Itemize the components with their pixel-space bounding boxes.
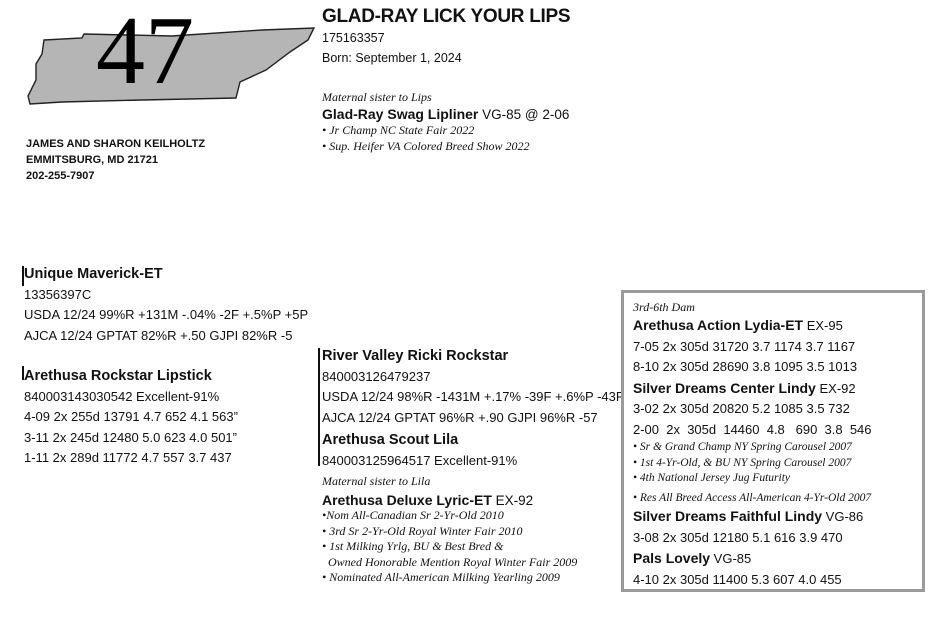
fourth-dam-award: • 1st 4-Yr-Old, & BU NY Spring Carousel 2007 <box>633 456 852 469</box>
granddam-maternal-sister-classification: EX-92 <box>491 493 534 508</box>
dam-record: 1-11 2x 289d 11772 4.7 557 3.7 437 <box>24 450 232 465</box>
third-dam-record: 7-05 2x 305d 31720 3.7 1174 3.7 1167 <box>633 338 856 354</box>
maternal-sister-classification: VG-85 @ 2-06 <box>478 107 570 122</box>
granddam-name: Arethusa Scout Lila <box>322 432 459 448</box>
fourth-dam-name: Silver Dreams Center Lindy <box>633 379 816 396</box>
maternal-sister-note: Maternal sister to Lips <box>322 90 432 104</box>
granddam-maternal-sister-name: Arethusa Deluxe Lyric-ET <box>322 492 492 508</box>
granddam-maternal-sister-award: Owned Honorable Mention Royal Winter Fair 2009 <box>322 554 578 569</box>
fourth-dam-record: 2-00 2x 305d 14460 4.8 690 3.8 546 <box>633 421 872 437</box>
animal-name: GLAD-RAY LICK YOUR LIPS <box>322 6 571 27</box>
maternal-grandsire-block <box>322 346 625 428</box>
dam-line-header: 3rd-6th Dam <box>633 300 695 314</box>
fourth-dam-award: • 4th National Jersey Jug Futurity <box>633 472 791 484</box>
fourth-dam-award: • Res All Breed Access All-American 4-Yr-Old 2007 <box>633 491 872 504</box>
consignor-city: EMMITSBURG, MD 21721 <box>26 154 159 166</box>
sire-name: Unique Maverick-ET <box>24 266 163 282</box>
fifth-dam-classification: VG-86 <box>822 509 864 524</box>
granddam-registration: 840003125964517 Excellent-91% <box>322 452 518 468</box>
third-dam-name: Arethusa Action Lydia-ET <box>633 317 804 333</box>
maternal-grandsire-bracket <box>318 348 320 466</box>
maternal-grandsire-name: River Valley Ricki Rockstar <box>322 348 509 364</box>
maternal-sister-name: Glad-Ray Swag Lipliner <box>322 106 479 122</box>
third-dam-record: 8-10 2x 305d 28690 3.8 1095 3.5 1013 <box>633 359 858 374</box>
granddam-maternal-sister-note: Maternal sister to Lila <box>322 474 431 488</box>
sixth-dam-name: Pals Lovely <box>633 550 711 566</box>
dam-registration: 840003143030542 Excellent-91% <box>24 388 220 404</box>
sire-usda-proof: USDA 12/24 99%R +131M -.04% -2F +.5%P +5P <box>24 307 309 322</box>
maternal-sister-award: • Sup. Heifer VA Colored Breed Show 2022 <box>322 139 530 153</box>
lot-logo <box>22 0 322 120</box>
granddam-maternal-sister-award: •Nom All-Canadian Sr 2-Yr-Old 2010 <box>322 508 504 522</box>
fourth-dam-classification: EX-92 <box>815 380 856 396</box>
fifth-dam-record: 3-08 2x 305d 12180 5.1 616 3.9 470 <box>633 529 843 545</box>
dam-record: 4-09 2x 255d 13791 4.7 652 4.1 563” <box>24 409 238 424</box>
granddam-maternal-sister-block <box>322 474 577 586</box>
sixth-dam-record: 4-10 2x 305d 11400 5.3 607 4.0 455 <box>633 571 842 587</box>
fourth-dam-award: • Sr & Grand Champ NY Spring Carousel 2007 <box>633 441 852 453</box>
maternal-grandsire-registration: 840003126479237 <box>322 368 431 384</box>
granddam-maternal-sister-award: • Nominated All-American Milking Yearling 2009 <box>322 570 560 584</box>
fourth-dam-record: 3-02 2x 305d 20820 5.2 1085 3.5 732 <box>633 401 850 416</box>
sire-ajca-proof: AJCA 12/24 GPTAT 82%R +.50 GJPI 82%R -5 <box>24 327 293 343</box>
sire-registration: 13356397C <box>24 286 92 302</box>
third-dam-classification: EX-95 <box>803 318 843 333</box>
animal-registration: 175163357 <box>322 31 385 45</box>
sixth-dam-classification: VG-85 <box>710 551 752 566</box>
dam-name: Arethusa Rockstar Lipstick <box>24 368 212 384</box>
consignor-name: JAMES AND SHARON KEILHOLTZ <box>26 138 206 150</box>
consignor-phone: 202-255-7907 <box>26 170 95 182</box>
granddam-maternal-sister-award: • 3rd Sr 2-Yr-Old Royal Winter Fair 2010 <box>322 523 523 538</box>
maternal-grandsire-usda-proof: USDA 12/24 98%R -1431M +.17% -39F +.6%P -43P <box>322 389 625 404</box>
sire-block <box>24 264 308 346</box>
granddam-maternal-sister-award: • 1st Milking Yrlg, BU & Best Bred & <box>322 539 504 553</box>
maternal-sister-block <box>322 90 569 154</box>
consignor-block <box>26 136 205 184</box>
maternal-grandsire-ajca-proof: AJCA 12/24 GPTAT 96%R +.90 GJPI 96%R -57 <box>322 409 598 425</box>
dam-line-box <box>621 290 925 592</box>
dam-block <box>24 366 238 469</box>
dam-record: 3-11 2x 245d 12480 5.0 623 4.0 501” <box>24 429 237 445</box>
maternal-sister-award: • Jr Champ NC State Fair 2022 <box>322 123 475 137</box>
fifth-dam-name: Silver Dreams Faithful Lindy <box>633 508 823 524</box>
lot-number: 47 <box>96 0 194 105</box>
animal-birthdate: Born: September 1, 2024 <box>322 51 462 65</box>
granddam-block <box>322 430 517 471</box>
